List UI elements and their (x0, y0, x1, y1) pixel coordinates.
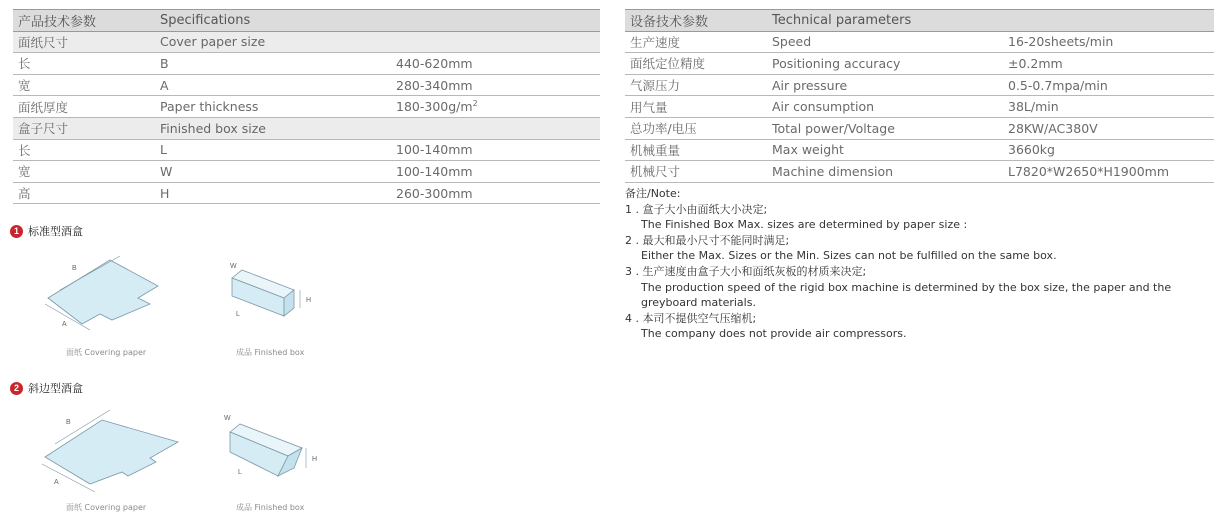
caption-finished-box: 成品 Finished box (236, 348, 305, 357)
section-heading-bevel-box (10, 380, 83, 396)
cell-cn: 机械尺寸 (625, 161, 767, 183)
label-l: L (238, 469, 242, 476)
superscript: 2 (472, 99, 478, 109)
cell-cn: 高 (13, 182, 155, 204)
cell-cn: 宽 (13, 74, 155, 96)
cell-en: L (155, 139, 391, 161)
table-row (625, 31, 1214, 53)
cell-en: Air pressure (767, 74, 1003, 96)
cell-cn: 生产速度 (625, 31, 767, 53)
label-a: A (62, 321, 67, 328)
cell-cn: 面纸定位精度 (625, 53, 767, 75)
note-item-cn: 1 . 盒子大小由面纸大小决定; (625, 202, 768, 216)
caption-covering-paper: 面纸 Covering paper (66, 348, 147, 357)
number-badge: 1 (10, 225, 23, 238)
value-text: 180-300g/m (396, 99, 473, 115)
note-item-en: The company does not provide air compressors. (641, 327, 907, 341)
cell-cn: 用气量 (625, 96, 767, 118)
note-item-en: Either the Max. Sizes or the Min. Sizes can not be fulfilled on the same box. (641, 249, 1057, 263)
cell-en: Positioning accuracy (767, 53, 1003, 75)
section-title: 斜边型酒盒 (28, 382, 83, 395)
label-b: B (66, 419, 71, 426)
cell-value: 28KW/AC380V (1003, 117, 1214, 139)
table-row (13, 74, 600, 96)
table-header (625, 10, 1214, 32)
table-row (625, 53, 1214, 75)
cell-en: Machine dimension (767, 161, 1003, 183)
label-h: H (312, 456, 318, 463)
table-row (13, 53, 600, 75)
cell-en: Paper thickness (155, 96, 391, 118)
cell-en: Total power/Voltage (767, 117, 1003, 139)
cell-en: Max weight (767, 139, 1003, 161)
cell-value: 16-20sheets/min (1003, 31, 1214, 53)
cell-cn: 长 (13, 53, 155, 75)
cell-value (391, 96, 600, 118)
cell-en: Cover paper size (155, 31, 391, 53)
notes-title: 备注/Note: (625, 187, 681, 200)
table-row (625, 96, 1214, 118)
cell-value: 100-140mm (391, 139, 600, 161)
cell-value: 100-140mm (391, 161, 600, 183)
label-w: W (230, 263, 237, 270)
label-b: B (72, 265, 77, 272)
finished-box-diagram (218, 406, 328, 486)
caption-covering-paper: 面纸 Covering paper (66, 503, 147, 512)
cell-cn: 机械重量 (625, 139, 767, 161)
technical-parameters-table (625, 9, 1214, 183)
covering-paper-diagram (30, 248, 180, 338)
label-h: H (306, 297, 312, 304)
cell-value: 38L/min (1003, 96, 1214, 118)
cell-en: B (155, 53, 391, 75)
table-row (625, 74, 1214, 96)
cell-en: Speed (767, 31, 1003, 53)
table-row (625, 117, 1214, 139)
cell-en: A (155, 74, 391, 96)
note-item-en: The production speed of the rigid box machine is determined by the box size, the paper and the greyboard materials. (641, 280, 1172, 310)
header-cn: 设备技术参数 (625, 10, 767, 32)
table-row (13, 31, 600, 53)
cell-value: ±0.2mm (1003, 53, 1214, 75)
cover-paper-shape (48, 260, 158, 324)
cell-cn: 宽 (13, 161, 155, 183)
note-item-cn: 4 . 本司不提供空气压缩机; (625, 311, 757, 325)
notes-block (625, 186, 1220, 342)
cell-en: H (155, 182, 391, 204)
cell-value: 260-300mm (391, 182, 600, 204)
table-row (13, 117, 600, 139)
note-item-cn: 3 . 生产速度由盒子大小和面纸灰板的材质来决定; (625, 264, 867, 278)
header-en: Technical parameters (767, 10, 1003, 32)
cell-value: 440-620mm (391, 53, 600, 75)
cell-value (391, 117, 600, 139)
cell-cn: 总功率/电压 (625, 117, 767, 139)
cell-value: 280-340mm (391, 74, 600, 96)
cell-value: 3660kg (1003, 139, 1214, 161)
finished-box-diagram (222, 256, 327, 326)
cell-cn: 气源压力 (625, 74, 767, 96)
specifications-table (13, 9, 600, 204)
cell-en: Air consumption (767, 96, 1003, 118)
cell-value (391, 31, 600, 53)
cell-value: 0.5-0.7mpa/min (1003, 74, 1214, 96)
covering-paper-diagram (30, 402, 190, 497)
cell-cn: 长 (13, 139, 155, 161)
number-badge: 2 (10, 382, 23, 395)
table-row (625, 161, 1214, 183)
table-row (13, 139, 600, 161)
table-row (13, 161, 600, 183)
table-header (13, 10, 600, 32)
table-row (625, 139, 1214, 161)
table-row (13, 96, 600, 118)
caption-finished-box: 成品 Finished box (236, 503, 305, 512)
section-heading-standard-box (10, 223, 83, 239)
header-en: Specifications (155, 10, 391, 32)
note-item-cn: 2 . 最大和最小尺寸不能同时满足; (625, 233, 790, 247)
label-l: L (236, 311, 240, 318)
header-cn: 产品技术参数 (13, 10, 155, 32)
cell-cn: 面纸厚度 (13, 96, 155, 118)
cell-value: L7820*W2650*H1900mm (1003, 161, 1214, 183)
table-row (13, 182, 600, 204)
note-item-en: The Finished Box Max. sizes are determined by paper size : (641, 218, 968, 232)
cover-paper-shape (45, 420, 178, 484)
section-title: 标准型酒盒 (28, 225, 83, 238)
cell-en: Finished box size (155, 117, 391, 139)
label-w: W (224, 415, 231, 422)
cell-en: W (155, 161, 391, 183)
cell-cn: 盒子尺寸 (13, 117, 155, 139)
cell-cn: 面纸尺寸 (13, 31, 155, 53)
label-a: A (54, 479, 59, 486)
